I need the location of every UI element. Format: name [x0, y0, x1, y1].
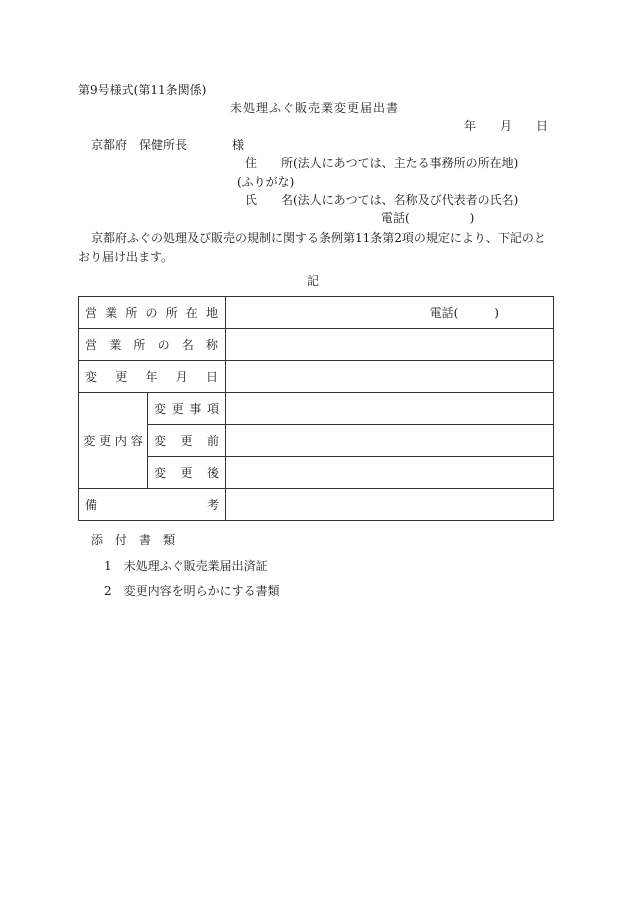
location-phone-label: 電話( ) — [429, 306, 499, 320]
remarks-value-cell[interactable] — [226, 489, 554, 521]
date-label-cell — [79, 361, 226, 393]
after-value-cell[interactable] — [226, 457, 554, 489]
label-char: 前 — [207, 434, 220, 448]
label-char: 備 — [85, 498, 98, 512]
date-day-label: 日 — [536, 119, 549, 133]
label-char: 事 — [189, 402, 202, 416]
change-content-group-cell — [79, 393, 148, 489]
change-content-label: 変 更 内 容 — [83, 434, 143, 448]
label-char: 年 — [145, 370, 158, 384]
label-char: 更 — [171, 402, 184, 416]
table-row-name — [79, 329, 554, 361]
business-name-label — [79, 336, 225, 353]
label-char: 変 — [154, 434, 167, 448]
label-char: 変 — [154, 466, 167, 480]
label-char: 更 — [180, 466, 193, 480]
before-value-cell[interactable] — [226, 425, 554, 457]
date-month-label: 月 — [500, 119, 513, 133]
remarks-label-cell — [79, 489, 226, 521]
label-char: 所 — [165, 306, 178, 320]
label-char: 営 — [85, 338, 98, 352]
label-char: 後 — [207, 466, 220, 480]
label-char: 日 — [206, 370, 219, 384]
label-char: 称 — [205, 338, 218, 352]
table-row-before — [79, 425, 554, 457]
phone-label: 電話( ) — [381, 211, 475, 225]
attachment-item-1: 1 未処理ふぐ販売業届出済証 — [104, 559, 268, 573]
label-char: 変 — [85, 370, 98, 384]
table-row-location — [79, 297, 554, 329]
date-year-label: 年 — [464, 119, 477, 133]
label-char: 所 — [133, 338, 146, 352]
label-char: 名 — [181, 338, 194, 352]
address-label: 住 所(法人にあつては、主たる事務所の所在地) — [245, 156, 519, 170]
label-char: の — [157, 338, 170, 352]
table-row-change-item — [79, 393, 554, 425]
label-char: 地 — [205, 306, 218, 320]
label-char: 更 — [115, 370, 128, 384]
before-label-cell — [148, 425, 226, 457]
label-char: 業 — [105, 306, 118, 320]
location-label — [79, 304, 225, 321]
location-label-cell — [79, 297, 226, 329]
label-char: 営 — [85, 306, 98, 320]
furigana-label: (ふりがな) — [237, 175, 295, 189]
attachments-heading: 添 付 書 類 — [91, 533, 176, 547]
label-char: 在 — [185, 306, 198, 320]
table-row-date — [79, 361, 554, 393]
after-label — [148, 464, 225, 481]
remarks-label — [79, 496, 225, 513]
change-item-label-cell — [148, 393, 226, 425]
location-value-cell[interactable] — [226, 297, 554, 329]
addressee-suffix: 様 — [232, 138, 245, 152]
addressee: 京都府 保健所長 — [91, 138, 188, 152]
ki-label: 記 — [307, 274, 320, 288]
label-char: の — [145, 306, 158, 320]
before-label — [148, 432, 225, 449]
table-row-remarks — [79, 489, 554, 521]
name-value-cell[interactable] — [226, 329, 554, 361]
date-value-cell[interactable] — [226, 361, 554, 393]
table-row-after — [79, 457, 554, 489]
label-char: 考 — [207, 498, 220, 512]
label-char: 項 — [206, 402, 219, 416]
notification-table — [78, 296, 554, 521]
label-char: 業 — [109, 338, 122, 352]
label-char: 変 — [154, 402, 167, 416]
document-title: 未処理ふぐ販売業変更届出書 — [230, 101, 400, 115]
declaration-paragraph: 京都府ふぐの処理及び販売の規制に関する条例第11条第2項の規定により、下記のとおり届け出ます。 — [78, 231, 546, 264]
attachment-item-2: 2 変更内容を明らかにする書類 — [104, 584, 280, 598]
label-char: 所 — [125, 306, 138, 320]
form-number: 第9号様式(第11条関係) — [78, 83, 207, 97]
label-char: 更 — [180, 434, 193, 448]
change-date-label — [79, 368, 225, 385]
change-item-label — [148, 400, 225, 417]
label-char: 月 — [175, 370, 188, 384]
name-label-cell — [79, 329, 226, 361]
after-label-cell — [148, 457, 226, 489]
change-item-value-cell[interactable] — [226, 393, 554, 425]
name-label: 氏 名(法人にあつては、名称及び代表者の氏名) — [245, 193, 519, 207]
